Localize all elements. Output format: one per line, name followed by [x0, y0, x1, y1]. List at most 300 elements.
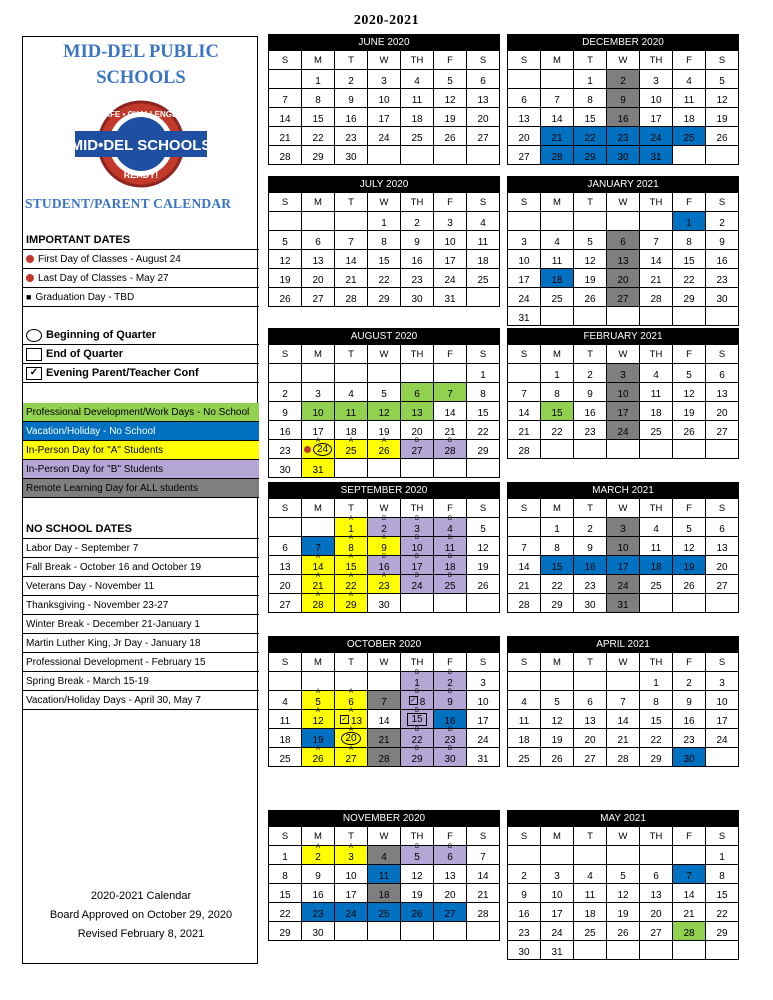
day-cell [467, 212, 500, 231]
day-cell [508, 710, 541, 729]
day-number: 1 [282, 851, 288, 863]
day-cell [508, 729, 541, 748]
day-cell [335, 127, 368, 146]
empty-cell [434, 594, 467, 613]
day-cell [335, 89, 368, 108]
day-cell [269, 108, 302, 127]
day-cell [673, 70, 706, 89]
day-number: 18 [444, 561, 456, 573]
day-number: 15 [345, 561, 357, 573]
legend-row-label: Winter Break - December 21-January 1 [26, 618, 200, 630]
cohort-letter: B [414, 689, 419, 695]
day-number: 9 [414, 236, 420, 248]
day-number: 3 [315, 388, 321, 400]
cohort-letter: B [414, 746, 419, 752]
day-cell [508, 922, 541, 941]
day-number: 14 [312, 561, 324, 573]
day-cell [368, 250, 401, 269]
footer-line2: Board Approved on October 29, 2020 [49, 909, 233, 921]
day-cell [574, 748, 607, 767]
day-cell [640, 556, 673, 575]
day-cell [401, 127, 434, 146]
day-number: 19 [477, 561, 489, 573]
day-number: 22 [551, 580, 563, 592]
day-cell [269, 575, 302, 594]
day-number: 12 [584, 255, 596, 267]
weekday-header: TH [401, 345, 434, 364]
empty-cell [508, 364, 541, 383]
day-cell [302, 288, 335, 307]
day-number: 26 [411, 908, 423, 920]
day-cell [607, 518, 640, 537]
day-number: 17 [650, 113, 662, 125]
day-cell [269, 729, 302, 748]
empty-cell [434, 922, 467, 941]
day-number: 23 [345, 132, 357, 144]
day-cell [640, 922, 673, 941]
day-number: 3 [620, 523, 626, 535]
cohort-letter: A [348, 438, 353, 444]
day-number: 16 [518, 908, 530, 920]
day-number: 13 [279, 561, 291, 573]
day-cell [335, 383, 368, 402]
weekday-header: TH [401, 193, 434, 212]
month-grid [507, 51, 739, 165]
day-number: 24 [378, 132, 390, 144]
day-number: 23 [378, 580, 390, 592]
day-number: 17 [312, 426, 324, 438]
empty-cell [541, 846, 574, 865]
important-dates-heading [23, 231, 259, 250]
day-number: 8 [686, 236, 692, 248]
day-cell [434, 865, 467, 884]
day-number: 6 [620, 236, 626, 248]
weekday-header: W [368, 653, 401, 672]
day-cell [541, 922, 574, 941]
weekday-header: S [269, 51, 302, 70]
day-number: 16 [444, 715, 456, 727]
day-cell [541, 575, 574, 594]
day-cell [607, 922, 640, 941]
empty-cell [607, 672, 640, 691]
day-number: 31 [650, 151, 662, 163]
weekday-header: M [302, 827, 335, 846]
day-number: 10 [650, 94, 662, 106]
cohort-letter: B [381, 554, 386, 560]
month-title: OCTOBER 2020 [268, 636, 500, 653]
day-number: 23 [617, 132, 629, 144]
day-number: 3 [653, 75, 659, 87]
day-cell [467, 729, 500, 748]
weekday-header: M [541, 51, 574, 70]
day-number: 28 [551, 151, 563, 163]
cohort-letter: B [381, 516, 386, 522]
day-number: 21 [551, 132, 563, 144]
weekday-header: M [302, 653, 335, 672]
day-cell [607, 575, 640, 594]
day-number: 26 [444, 132, 456, 144]
day-cell [269, 903, 302, 922]
day-number: 4 [653, 369, 659, 381]
weekday-header: F [673, 51, 706, 70]
day-number: 30 [378, 599, 390, 611]
day-cell [302, 865, 335, 884]
day-number: 16 [378, 561, 390, 573]
empty-cell [508, 672, 541, 691]
day-number: 21 [518, 426, 530, 438]
day-number: 8 [381, 236, 387, 248]
cohort-letter: B [447, 573, 452, 579]
weekday-header: W [607, 827, 640, 846]
day-number: 13 [716, 388, 728, 400]
month-title: MARCH 2021 [507, 482, 739, 499]
day-cell [706, 903, 739, 922]
empty-cell [302, 364, 335, 383]
month-title: DECEMBER 2020 [507, 34, 739, 51]
day-cell [640, 691, 673, 710]
month-title: JUNE 2020 [268, 34, 500, 51]
day-number: 7 [521, 542, 527, 554]
day-number: 31 [617, 599, 629, 611]
empty-cell [607, 307, 640, 326]
cohort-letter: A [381, 535, 386, 541]
day-cell [706, 884, 739, 903]
day-number: 31 [477, 753, 489, 765]
cohort-letter: B [447, 438, 452, 444]
legend-row-label: End of Quarter [46, 348, 124, 360]
day-number: 25 [584, 927, 596, 939]
day-number: 22 [716, 908, 728, 920]
day-number: 14 [617, 715, 629, 727]
legend-row-label: Thanksgiving - November 23-27 [26, 599, 169, 611]
day-cell [574, 364, 607, 383]
day-cell [368, 231, 401, 250]
day-number: 22 [312, 132, 324, 144]
day-number: 10 [411, 542, 423, 554]
legend-row-label: Fall Break - October 16 and October 19 [26, 561, 202, 573]
empty-cell [574, 672, 607, 691]
day-number: 29 [683, 293, 695, 305]
day-number: 2 [381, 523, 387, 535]
empty-cell [640, 440, 673, 459]
day-number: 10 [477, 696, 489, 708]
day-number: 20 [477, 113, 489, 125]
legend-row-label: Martin Luther King, Jr Day - January 18 [26, 637, 201, 649]
day-number: 30 [584, 599, 596, 611]
day-cell [673, 108, 706, 127]
day-number: 3 [414, 523, 420, 535]
day-cell [640, 231, 673, 250]
day-number: 12 [683, 542, 695, 554]
day-cell [640, 146, 673, 165]
day-cell [673, 884, 706, 903]
day-cell [640, 89, 673, 108]
day-number: 7 [381, 696, 387, 708]
day-number: 15 [407, 713, 426, 726]
day-number: 25 [518, 753, 530, 765]
weekday-header: TH [401, 499, 434, 518]
day-cell [467, 70, 500, 89]
day-number: 19 [683, 561, 695, 573]
color-key-item [23, 403, 259, 422]
day-number: 5 [480, 523, 486, 535]
district-title-line1: MID-DEL PUBLIC [63, 42, 219, 62]
legend-row-label: Vacation/Holiday - No School [26, 425, 156, 437]
day-cell [607, 748, 640, 767]
cohort-letter: B [447, 689, 452, 695]
empty-cell [706, 941, 739, 960]
empty-cell [269, 364, 302, 383]
color-key-item [23, 422, 259, 441]
cohort-letter: A [348, 535, 353, 541]
day-number: 6 [447, 851, 453, 863]
cohort-letter: A [348, 516, 353, 522]
day-number: 22 [683, 274, 695, 286]
day-cell [640, 537, 673, 556]
day-number: 27 [312, 293, 324, 305]
day-number: 23 [444, 734, 456, 746]
day-cell [302, 748, 335, 767]
day-cell [467, 89, 500, 108]
day-cell [401, 250, 434, 269]
day-number: 2 [686, 677, 692, 689]
day-number: 24 [411, 580, 423, 592]
month-title: NOVEMBER 2020 [268, 810, 500, 827]
legend-mark-item [23, 364, 259, 383]
weekday-header: S [467, 653, 500, 672]
day-cell [434, 846, 467, 865]
month-grid [268, 499, 500, 613]
day-number: 22 [551, 426, 563, 438]
day-number: 28 [650, 293, 662, 305]
day-cell [673, 922, 706, 941]
day-cell [607, 594, 640, 613]
weekday-header: M [541, 653, 574, 672]
day-cell [673, 364, 706, 383]
day-number: 25 [345, 445, 357, 457]
month-grid [268, 51, 500, 165]
weekday-header: F [434, 499, 467, 518]
day-cell [434, 89, 467, 108]
day-cell [368, 89, 401, 108]
day-cell [640, 288, 673, 307]
day-number: 6 [480, 75, 486, 87]
day-cell [640, 402, 673, 421]
day-number: 28 [312, 599, 324, 611]
day-cell [574, 269, 607, 288]
day-cell [673, 556, 706, 575]
day-cell [269, 269, 302, 288]
day-number: 16 [584, 407, 596, 419]
day-cell [269, 402, 302, 421]
day-cell [269, 865, 302, 884]
day-number: 20 [716, 407, 728, 419]
day-number: 6 [348, 696, 354, 708]
day-cell [673, 231, 706, 250]
day-number: 18 [411, 113, 423, 125]
empty-cell [467, 459, 500, 478]
day-number: 20 [518, 132, 530, 144]
day-number: 14 [518, 561, 530, 573]
day-number: 8 [554, 542, 560, 554]
day-cell [508, 402, 541, 421]
day-cell [368, 269, 401, 288]
day-number: 15 [584, 113, 596, 125]
empty-cell [401, 146, 434, 165]
day-number: 19 [551, 734, 563, 746]
day-number: 21 [518, 580, 530, 592]
weekday-header: T [574, 653, 607, 672]
month-title: JANUARY 2021 [507, 176, 739, 193]
day-cell [607, 250, 640, 269]
day-number: 8 [282, 870, 288, 882]
day-number: 28 [378, 753, 390, 765]
weekday-header: W [368, 345, 401, 364]
day-cell [673, 269, 706, 288]
cohort-letter: A [381, 438, 386, 444]
day-cell [574, 231, 607, 250]
no-school-item [23, 596, 259, 615]
day-cell [302, 108, 335, 127]
important-date-item [23, 288, 259, 307]
day-number: 22 [345, 580, 357, 592]
day-cell [640, 672, 673, 691]
day-number: 11 [345, 407, 357, 419]
day-number: 11 [683, 94, 695, 106]
cohort-letter: B [447, 746, 452, 752]
weekday-header: S [269, 827, 302, 846]
day-cell [541, 865, 574, 884]
day-number: 24 [650, 132, 662, 144]
day-number: 13 [584, 715, 596, 727]
day-number: 1 [480, 369, 486, 381]
month-november-2020 [268, 810, 500, 941]
cohort-letter: B [447, 727, 452, 733]
day-number: 10 [345, 870, 357, 882]
day-number: 10 [444, 236, 456, 248]
weekday-header: F [673, 499, 706, 518]
day-cell [302, 459, 335, 478]
empty-cell [640, 941, 673, 960]
day-cell [673, 748, 706, 767]
day-number: 4 [554, 236, 560, 248]
day-number: 31 [518, 312, 530, 324]
day-cell [368, 884, 401, 903]
day-number: 29 [411, 753, 423, 765]
day-number: 2 [414, 217, 420, 229]
empty-cell [508, 212, 541, 231]
day-cell [574, 575, 607, 594]
day-number: 29 [477, 445, 489, 457]
apple-icon [26, 255, 34, 263]
weekday-header: W [368, 193, 401, 212]
weekday-header: M [302, 193, 335, 212]
day-number: 28 [345, 293, 357, 305]
no-school-item [23, 615, 259, 634]
day-number: 17 [345, 889, 357, 901]
day-number: 18 [551, 274, 563, 286]
empty-cell [640, 846, 673, 865]
day-cell [368, 108, 401, 127]
day-cell [368, 575, 401, 594]
day-cell [508, 288, 541, 307]
weekday-header: M [541, 345, 574, 364]
day-number: 23 [584, 580, 596, 592]
day-cell [335, 594, 368, 613]
day-cell [706, 70, 739, 89]
day-cell [368, 729, 401, 748]
day-cell [434, 212, 467, 231]
day-number: 12 [551, 715, 563, 727]
month-title: FEBRUARY 2021 [507, 328, 739, 345]
day-number: 10 [551, 889, 563, 901]
day-number: 9 [315, 870, 321, 882]
day-cell [302, 402, 335, 421]
day-cell [640, 865, 673, 884]
day-cell [607, 865, 640, 884]
day-cell [508, 865, 541, 884]
day-number: 6 [719, 369, 725, 381]
day-cell [673, 865, 706, 884]
day-cell [640, 364, 673, 383]
apple-icon [304, 446, 311, 453]
day-number: 24 [617, 580, 629, 592]
legend-row-label: Spring Break - March 15-19 [26, 675, 149, 687]
cohort-letter: B [414, 844, 419, 850]
day-number: 5 [620, 870, 626, 882]
day-number: 6 [315, 236, 321, 248]
day-cell [607, 269, 640, 288]
day-cell [434, 748, 467, 767]
day-number: 2 [447, 677, 453, 689]
day-number: 21 [683, 908, 695, 920]
day-number: 15 [650, 715, 662, 727]
day-cell [434, 691, 467, 710]
day-cell [541, 710, 574, 729]
day-cell [706, 865, 739, 884]
day-number: 11 [411, 94, 423, 106]
empty-cell [368, 146, 401, 165]
weekday-header: W [607, 345, 640, 364]
day-cell [673, 903, 706, 922]
weekday-header: M [541, 499, 574, 518]
legend-row-label: IMPORTANT DATES [26, 234, 131, 246]
day-number: 14 [650, 255, 662, 267]
day-number: 16 [617, 113, 629, 125]
day-number: 14 [345, 255, 357, 267]
day-cell [302, 127, 335, 146]
day-cell [706, 288, 739, 307]
day-cell [541, 146, 574, 165]
day-cell [302, 269, 335, 288]
day-number: 29 [345, 599, 357, 611]
day-number: 21 [312, 580, 324, 592]
no-school-item [23, 539, 259, 558]
weekday-header: TH [640, 499, 673, 518]
day-cell [302, 250, 335, 269]
day-cell [607, 402, 640, 421]
day-cell [508, 231, 541, 250]
day-number: 15 [551, 407, 563, 419]
cohort-letter: B [447, 670, 452, 676]
day-number: 4 [381, 851, 387, 863]
empty-cell [640, 594, 673, 613]
cohort-letter: A [315, 689, 320, 695]
weekday-header: S [508, 345, 541, 364]
empty-cell [574, 846, 607, 865]
day-number: 9 [381, 542, 387, 554]
month-title: MAY 2021 [507, 810, 739, 827]
